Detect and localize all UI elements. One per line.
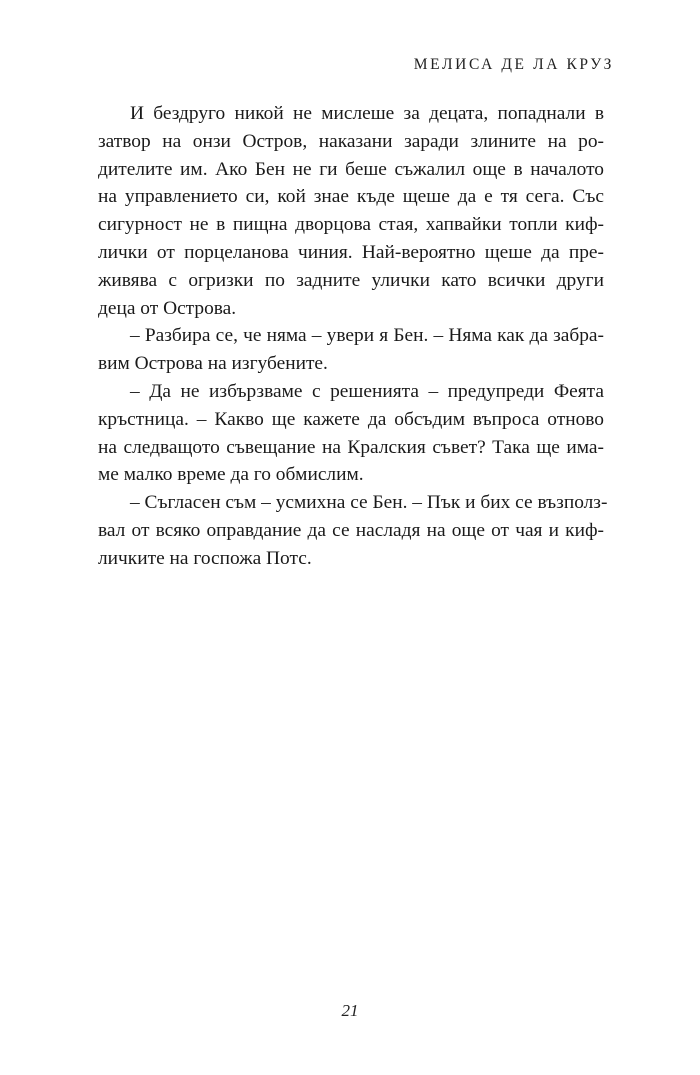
running-header-author: МЕЛИСА ДЕ ЛА КРУЗ [413, 56, 614, 73]
text-line: вал от всяко оправдание да се насладя на още от чая и киф- [98, 519, 604, 541]
text-line: живява с огризки по задните улички като всички други [98, 269, 604, 291]
text-line: на следващото съвещание на Кралския съвет? Така ще има- [98, 436, 604, 458]
text-line: вим Острова на изгубените. [98, 353, 328, 375]
text-line: кръстница. – Какво ще кажете да обсъдим въпроса отново [98, 408, 604, 430]
text-line: на управлението си, кой знае къде щеше да е тя сега. Със [98, 186, 604, 208]
text-line: дителите им. Ако Бен не ги беше съжалил още в началото [98, 158, 604, 180]
page-number: 21 [341, 1001, 359, 1020]
text-line: личките на госпожа Потс. [98, 547, 312, 569]
text-line: – Съгласен съм – усмихна се Бен. – Пък и бих се възполз- [130, 492, 608, 514]
body-text [98, 100, 608, 573]
text-line: сигурност не в пищна дворцова стая, хапвайки топли киф- [98, 214, 604, 236]
text-line: – Разбира се, че няма – увери я Бен. – Няма как да забра- [130, 325, 604, 347]
text-line: деца от Острова. [98, 297, 237, 319]
text-line: затвор на онзи Остров, наказани заради злините на ро- [98, 130, 604, 152]
text-line: ме малко време да го обмислим. [98, 464, 364, 486]
text-line: И бездруго никой не мислеше за децата, попаднали в [130, 103, 604, 124]
text-line: лички от порцеланова чиния. Най-вероятно щеше да пре- [98, 241, 604, 263]
text-line: – Да не избързваме с решенията – предупреди Феята [130, 380, 604, 402]
